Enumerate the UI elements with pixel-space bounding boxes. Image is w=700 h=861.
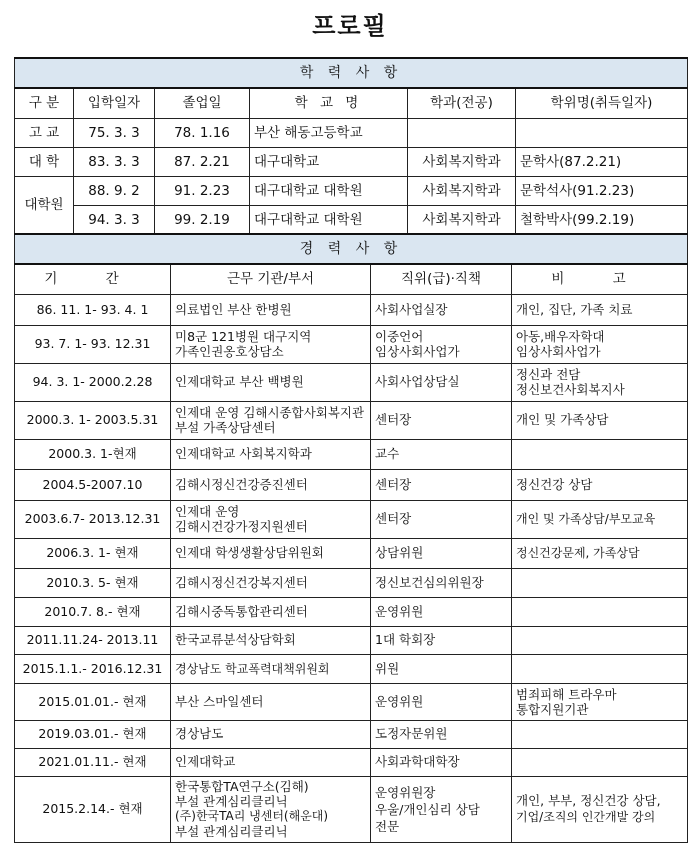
career-note (512, 568, 688, 597)
career-note (512, 626, 688, 654)
career-organization: 미8군 121병원 대구지역 가족인권옹호상담소 (171, 325, 371, 363)
career-position: 상담위원 (371, 538, 512, 568)
career-position: 이중언어 임상사회사업가 (371, 325, 512, 363)
education-category: 고 교 (15, 118, 74, 147)
career-position: 사회사업실장 (371, 294, 512, 325)
career-organization: 부산 스마일센터 (171, 683, 371, 720)
col-header-category: 구 분 (15, 88, 74, 118)
career-row (15, 568, 688, 597)
career-period: 94. 3. 1- 2000.2.28 (15, 363, 171, 401)
col-header-school: 학 교 명 (250, 88, 408, 118)
career-header-row (15, 264, 688, 294)
career-note: 개인 및 가족상담/부모교육 (512, 500, 688, 538)
career-position: 운영위원 (371, 597, 512, 626)
career-organization: 한국교류분석상담학회 (171, 626, 371, 654)
career-row (15, 683, 688, 720)
education-degree (516, 118, 688, 147)
career-position: 센터장 (371, 401, 512, 439)
education-major (408, 118, 516, 147)
education-degree: 철학박사(99.2.19) (516, 205, 688, 234)
education-school: 대구대학교 (250, 147, 408, 176)
career-row (15, 363, 688, 401)
col-header-period: 기 간 (15, 264, 171, 294)
career-position: 1대 학회장 (371, 626, 512, 654)
career-note (512, 439, 688, 469)
education-row (15, 205, 688, 234)
career-organization: 인제대 운영 김해시종합사회복지관 부설 가족상담센터 (171, 401, 371, 439)
career-position: 위원 (371, 654, 512, 683)
education-school: 부산 해동고등학교 (250, 118, 408, 147)
career-organization: 의료법인 부산 한병원 (171, 294, 371, 325)
career-row (15, 469, 688, 500)
career-period: 2015.1.1.- 2016.12.31 (15, 654, 171, 683)
career-table (14, 233, 688, 843)
career-position: 정신보건심의위원장 (371, 568, 512, 597)
col-header-position: 직위(급)·직책 (371, 264, 512, 294)
col-header-degree: 학위명(취득일자) (516, 88, 688, 118)
career-note: 범죄피해 트라우마 통합지원기관 (512, 683, 688, 720)
career-organization-line: 부설 관계심리클리닉 (175, 824, 288, 839)
career-row (15, 626, 688, 654)
career-note (512, 720, 688, 748)
education-major: 사회복지학과 (408, 205, 516, 234)
career-organization: 경상남도 학교폭력대책위원회 (171, 654, 371, 683)
career-organization (171, 776, 371, 842)
career-organization-line: 한국통합TA연구소(김해) (175, 779, 309, 794)
career-position: 운영위원 (371, 683, 512, 720)
education-school: 대구대학교 대학원 (250, 176, 408, 205)
career-note (512, 776, 688, 842)
education-category: 대학원 (15, 176, 74, 234)
career-period: 2006.3. 1- 현재 (15, 538, 171, 568)
education-degree: 문학석사(91.2.23) (516, 176, 688, 205)
career-note: 정신건강문제, 가족상담 (512, 538, 688, 568)
career-period: 2003.6.7- 2013.12.31 (15, 500, 171, 538)
career-row (15, 597, 688, 626)
career-note: 아동,배우자학대 임상사회사업가 (512, 325, 688, 363)
education-degree: 문학사(87.2.21) (516, 147, 688, 176)
career-organization: 인제대학교 사회복지학과 (171, 439, 371, 469)
career-period: 2011.11.24- 2013.11 (15, 626, 171, 654)
career-note-line: 기업/조직의 인간개발 강의 (516, 810, 656, 824)
career-note (512, 597, 688, 626)
col-header-major: 학과(전공) (408, 88, 516, 118)
career-row (15, 439, 688, 469)
career-position: 센터장 (371, 469, 512, 500)
education-entry: 75. 3. 3 (74, 118, 155, 147)
education-entry: 83. 3. 3 (74, 147, 155, 176)
career-organization: 인제대학교 (171, 748, 371, 776)
career-organization: 경상남도 (171, 720, 371, 748)
career-organization: 인제대 학생생활상담위원회 (171, 538, 371, 568)
education-table (14, 57, 688, 235)
career-period: 93. 7. 1- 93. 12.31 (15, 325, 171, 363)
career-position: 센터장 (371, 500, 512, 538)
career-position: 교수 (371, 439, 512, 469)
career-period: 2015.01.01.- 현재 (15, 683, 171, 720)
career-row (15, 401, 688, 439)
career-position: 사회사업상담실 (371, 363, 512, 401)
career-row (15, 776, 688, 842)
career-period: 86. 11. 1- 93. 4. 1 (15, 294, 171, 325)
education-school: 대구대학교 대학원 (250, 205, 408, 234)
career-row (15, 720, 688, 748)
career-row (15, 500, 688, 538)
career-row (15, 748, 688, 776)
education-major: 사회복지학과 (408, 176, 516, 205)
education-graduation: 87. 2.21 (155, 147, 250, 176)
col-header-note: 비 고 (512, 264, 688, 294)
col-header-entry-date: 입학일자 (74, 88, 155, 118)
education-section-title: 학 력 사 항 (15, 58, 688, 88)
education-row (15, 176, 688, 205)
career-period: 2010.7. 8.- 현재 (15, 597, 171, 626)
career-row (15, 654, 688, 683)
education-row (15, 147, 688, 176)
career-organization-line: (주)한국TA리 냉센터(해운대) (175, 809, 329, 823)
career-note: 개인, 집단, 가족 치료 (512, 294, 688, 325)
career-row (15, 325, 688, 363)
education-row (15, 118, 688, 147)
education-graduation: 91. 2.23 (155, 176, 250, 205)
career-period: 2000.3. 1-현재 (15, 439, 171, 469)
career-note (512, 654, 688, 683)
career-note (512, 748, 688, 776)
career-period: 2019.03.01.- 현재 (15, 720, 171, 748)
career-period: 2021.01.11.- 현재 (15, 748, 171, 776)
career-note-line: 개인, 부부, 정신건강 상담, (516, 793, 661, 808)
education-header-row (15, 88, 688, 118)
career-period: 2010.3. 5- 현재 (15, 568, 171, 597)
col-header-organization: 근무 기관/부서 (171, 264, 371, 294)
education-graduation: 99. 2.19 (155, 205, 250, 234)
page-title: 프로필 (312, 11, 388, 40)
career-position-line: 전문 (375, 818, 400, 834)
career-organization: 인제대 운영 김해시건강가정지원센터 (171, 500, 371, 538)
career-section-title: 경 력 사 항 (15, 234, 688, 264)
education-entry: 94. 3. 3 (74, 205, 155, 234)
career-position: 사회과학대학장 (371, 748, 512, 776)
education-entry: 88. 9. 2 (74, 176, 155, 205)
career-position-line: 우울/개인심리 상담 (375, 801, 480, 817)
career-period: 2015.2.14.- 현재 (15, 776, 171, 842)
career-period: 2004.5-2007.10 (15, 469, 171, 500)
career-period: 2000.3. 1- 2003.5.31 (15, 401, 171, 439)
education-category: 대 학 (15, 147, 74, 176)
career-position-line: 운영위원장 (375, 784, 436, 800)
career-organization: 김해시정신건강증진센터 (171, 469, 371, 500)
career-note: 정신건강 상담 (512, 469, 688, 500)
career-organization-line: 부설 관계심리클리닉 (175, 794, 288, 809)
career-note: 정신과 전담 정신보건사회복지사 (512, 363, 688, 401)
career-row (15, 294, 688, 325)
education-major: 사회복지학과 (408, 147, 516, 176)
career-position: 도정자문위원 (371, 720, 512, 748)
career-position (371, 776, 512, 842)
career-organization: 김해시중독통합관리센터 (171, 597, 371, 626)
career-organization: 김해시정신건강복지센터 (171, 568, 371, 597)
education-graduation: 78. 1.16 (155, 118, 250, 147)
col-header-graduation-date: 졸업일 (155, 88, 250, 118)
career-note: 개인 및 가족상담 (512, 401, 688, 439)
career-row (15, 538, 688, 568)
career-organization: 인제대학교 부산 백병원 (171, 363, 371, 401)
